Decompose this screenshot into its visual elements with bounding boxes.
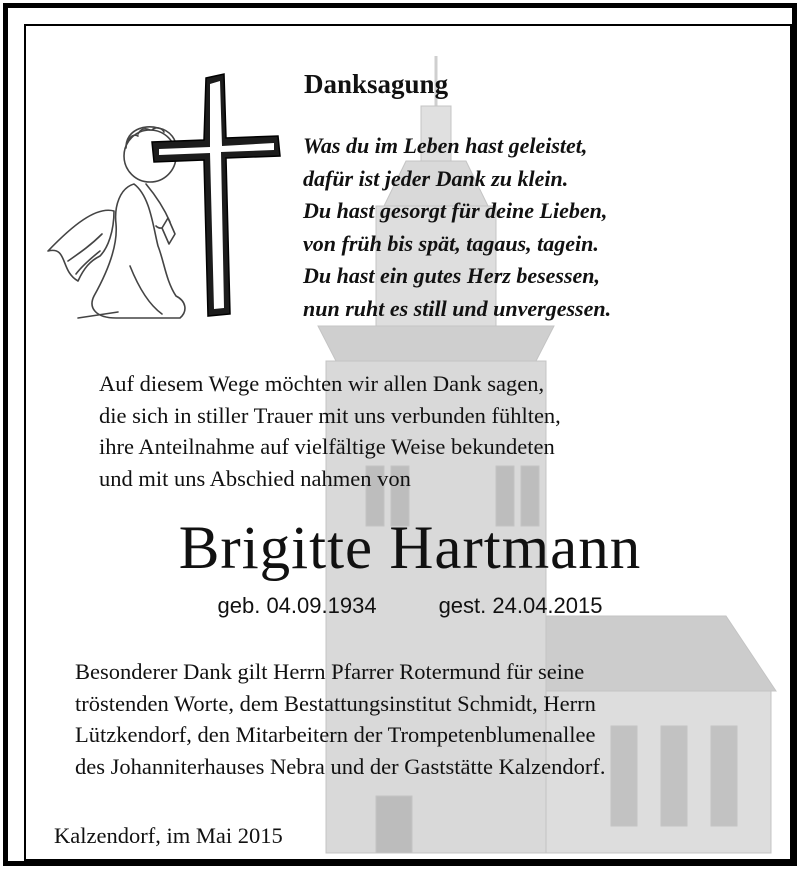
thanks-line: des Johanniterhauses Nebra und der Gaststätte Kalzendorf. — [75, 753, 606, 779]
place-and-date: Kalzendorf, im Mai 2015 — [54, 823, 283, 848]
poem-line: von früh bis spät, tagaus, tagein. — [303, 230, 599, 256]
intro-line: die sich in stiller Trauer mit uns verbunden fühlten, — [99, 402, 561, 428]
birth-date: geb. 04.09.1934 — [217, 593, 377, 618]
intro-text — [99, 368, 561, 494]
deceased-name: Brigitte Hartmann — [178, 515, 642, 582]
intro-line: und mit uns Abschied nahmen von — [99, 465, 411, 491]
death-date: gest. 24.04.2015 — [438, 593, 603, 618]
thanks-line: tröstenden Worte, dem Bestattungsinstitut Schmidt, Herrn — [75, 690, 596, 716]
special-thanks-text — [75, 656, 605, 782]
poem-line: dafür ist jeder Dank zu klein. — [303, 165, 569, 191]
intro-line: ihre Anteilnahme auf vielfältige Weise bekundeten — [99, 434, 555, 459]
poem-line: nun ruht es still und unvergessen. — [303, 295, 612, 321]
intro-line: Auf diesem Wege möchten wir allen Dank sagen, — [99, 371, 545, 396]
cross-and-angel-illustration — [38, 56, 288, 326]
life-dates — [26, 593, 792, 619]
notice-heading: Danksagung — [304, 69, 449, 99]
thanks-line: Lützkendorf, den Mitarbeitern der Trompetenblumenallee — [75, 722, 596, 748]
poem-line: Was du im Leben hast geleistet, — [303, 133, 588, 158]
thanks-line: Besonderer Dank gilt Herrn Pfarrer Rotermund für seine — [75, 659, 585, 684]
poem-line: Du hast gesorgt für deine Lieben, — [303, 198, 608, 224]
cross-icon — [152, 74, 280, 316]
poem-line: Du hast ein gutes Herz besessen, — [303, 263, 601, 289]
outer-border — [3, 3, 797, 866]
memorial-poem — [303, 130, 611, 326]
obituary-notice — [24, 24, 792, 861]
